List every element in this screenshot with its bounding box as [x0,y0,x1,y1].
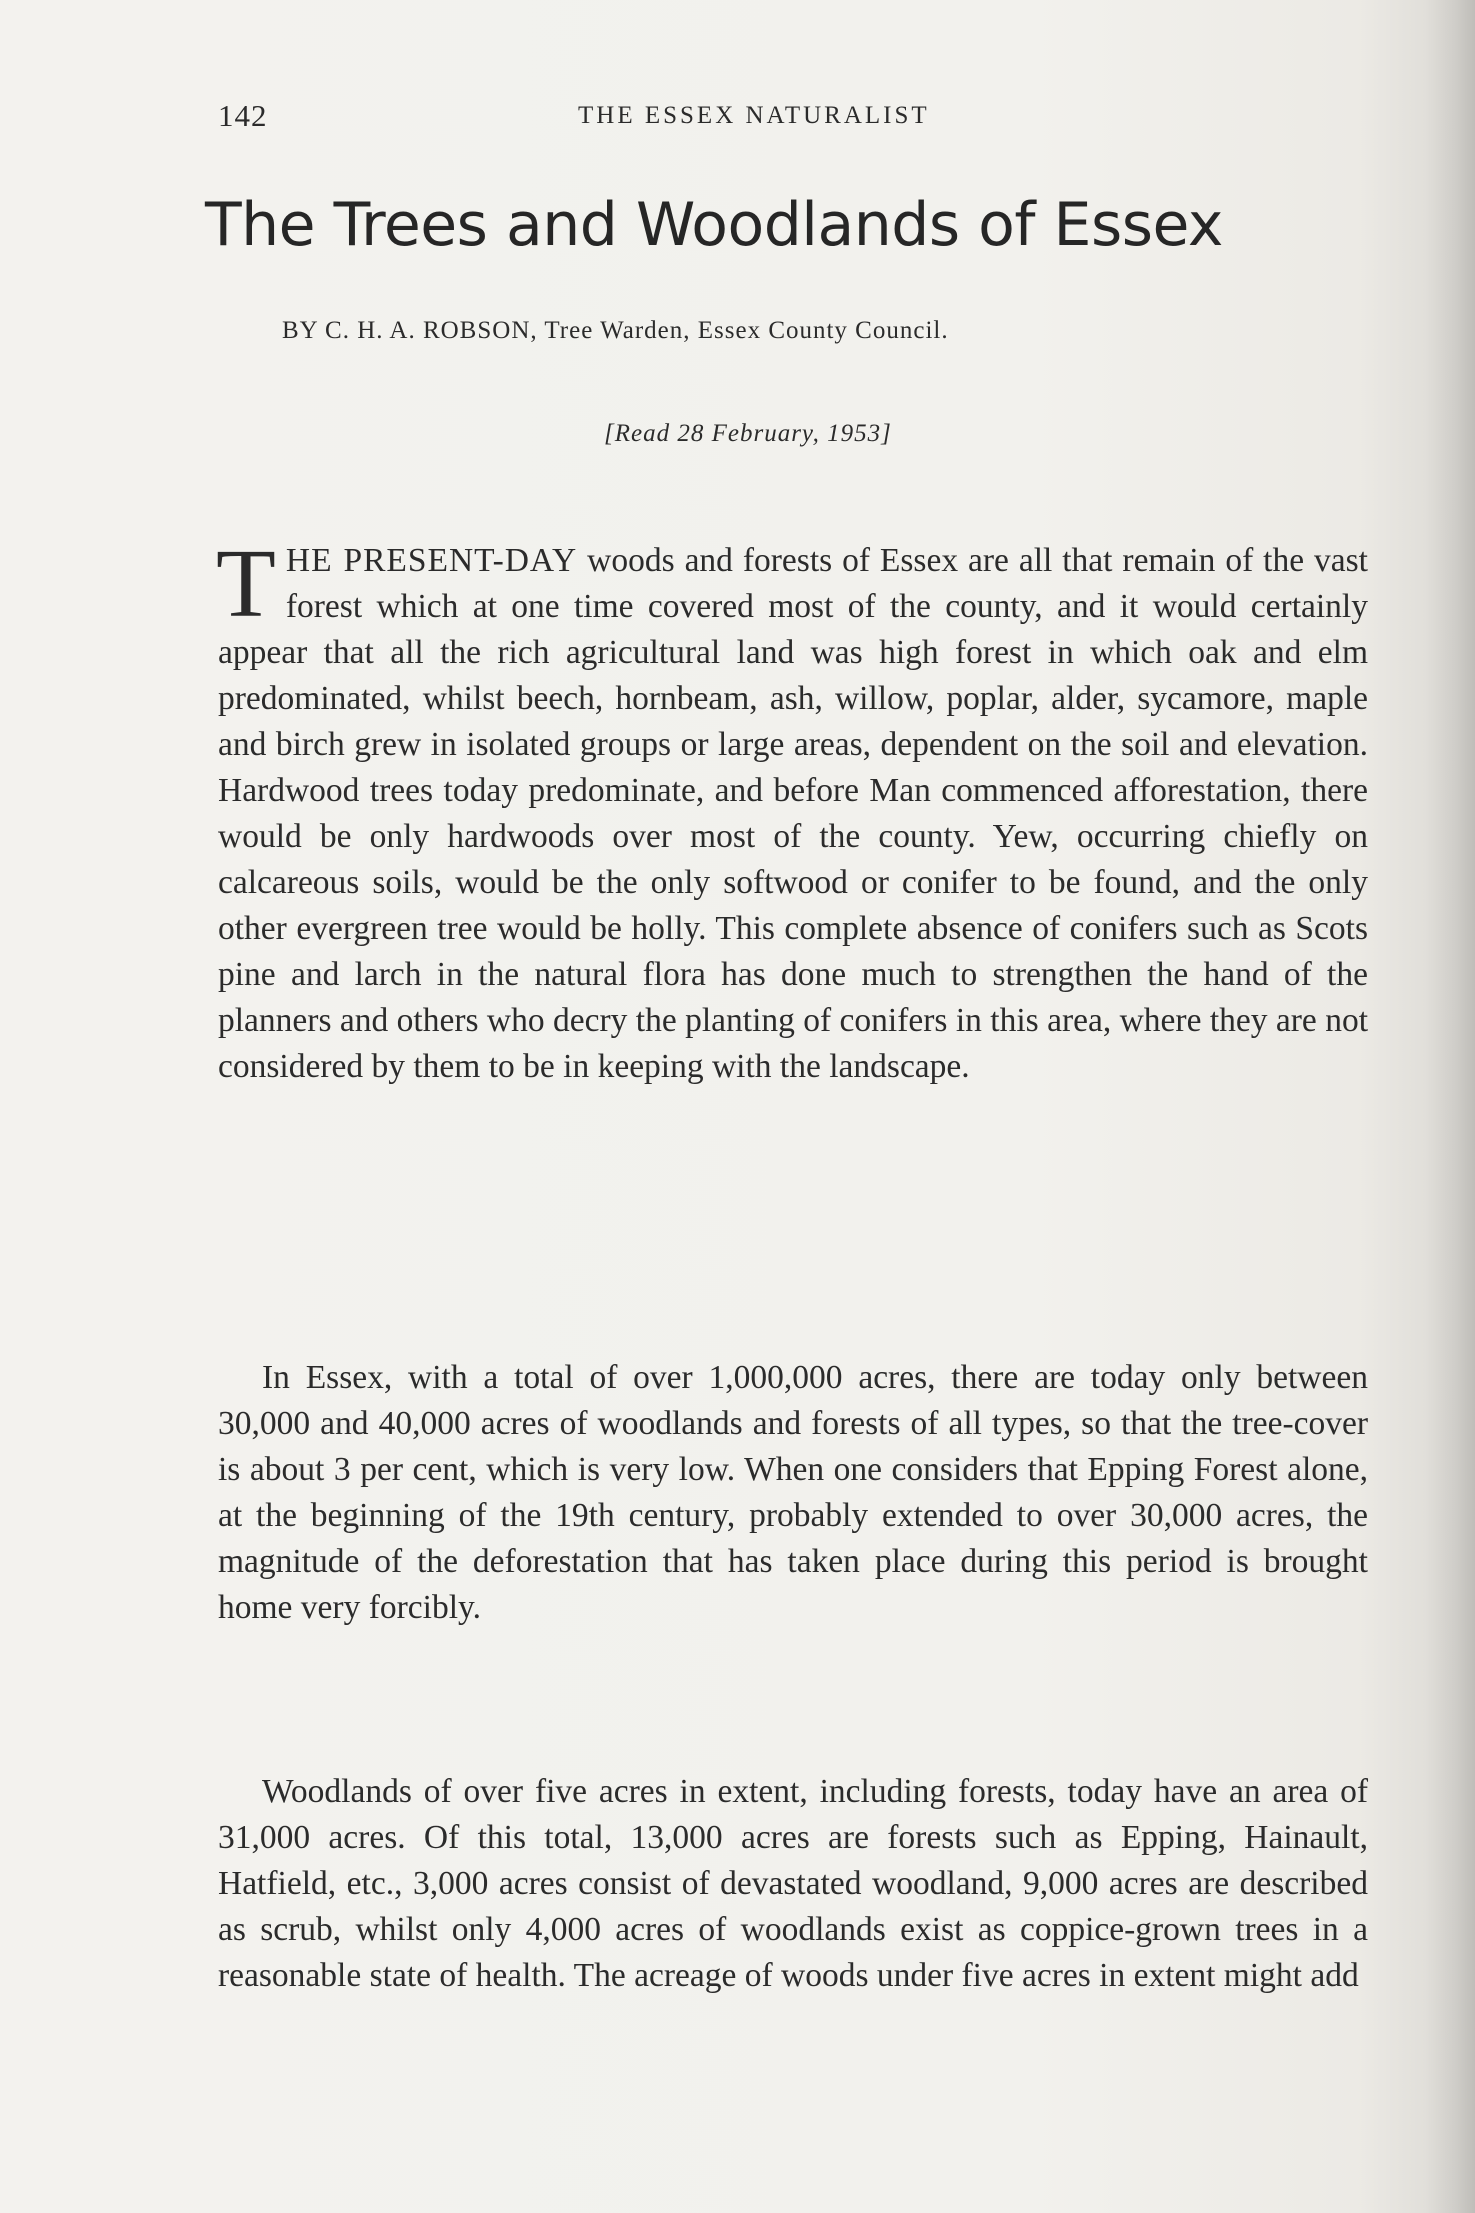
paragraph-3: Woodlands of over five acres in extent, including forests, today have an area of 31,000 acres. Of this total, 13,000 acres are forests such as Epping, Hainault, Hatfield, etc., 3,000 acres consist of devastated woodland, 9,000 acres are described as scrub, whilst only 4,000 acres of woodlands exist as coppice-grown trees in a reasonable state of health. The acreage of woods under five acres in extent might add [218,1773,1368,1994]
paragraph-2: In Essex, with a total of over 1,000,000 acres, there are today only between 30,000 and 40,000 acres of woodlands and forests of all types, so that the tree-cover is about 3 per cent, which is very low. When one considers that Epping Forest alone, at the beginning of the 19th century, probably extended to over 30,000 acres, the magnitude of the deforestation that has taken place during this period is brought home very forcibly. [218,1359,1368,1626]
running-head: THE ESSEX NATURALIST [578,102,930,129]
article-byline: BY C. H. A. ROBSON, Tree Warden, Essex County Council. [282,317,949,344]
read-date-note: [Read 28 February, 1953] [604,420,892,447]
drop-cap: T [216,530,276,638]
paragraph-1-text: woods and forests of Essex are all that remain of the vast forest which at one time covered most of the county, and it would certainly appear that all the rich agricultural land was high forest in which oak and elm predominated, whilst beech, hornbeam, ash, willow, poplar, alder, sycamore, maple and birch grew in isolated groups or large areas, dependent on the soil and elevation. Hardwood trees today predominate, and before Man commenced afforestation, there would be only hardwoods over most of the county. Yew, occurring chiefly on calcareous soils, would be the only softwood or conifer to be found, and the only other evergreen tree would be holly. This complete absence of conifers such as Scots pine and larch in the natural flora has done much to strengthen the hand of the planners and others who decry the planting of conifers in this area, where they are not considered by them to be in keeping with the landscape. [218,542,1368,1085]
paragraph-1 [216,530,1368,1090]
gutter-shadow [1425,0,1475,2213]
page-header [218,98,1358,138]
lead-small-caps: HE PRESENT-DAY [285,542,578,579]
page-number: 142 [218,98,268,133]
article-title: The Trees and Woodlands of Essex [205,190,1223,260]
